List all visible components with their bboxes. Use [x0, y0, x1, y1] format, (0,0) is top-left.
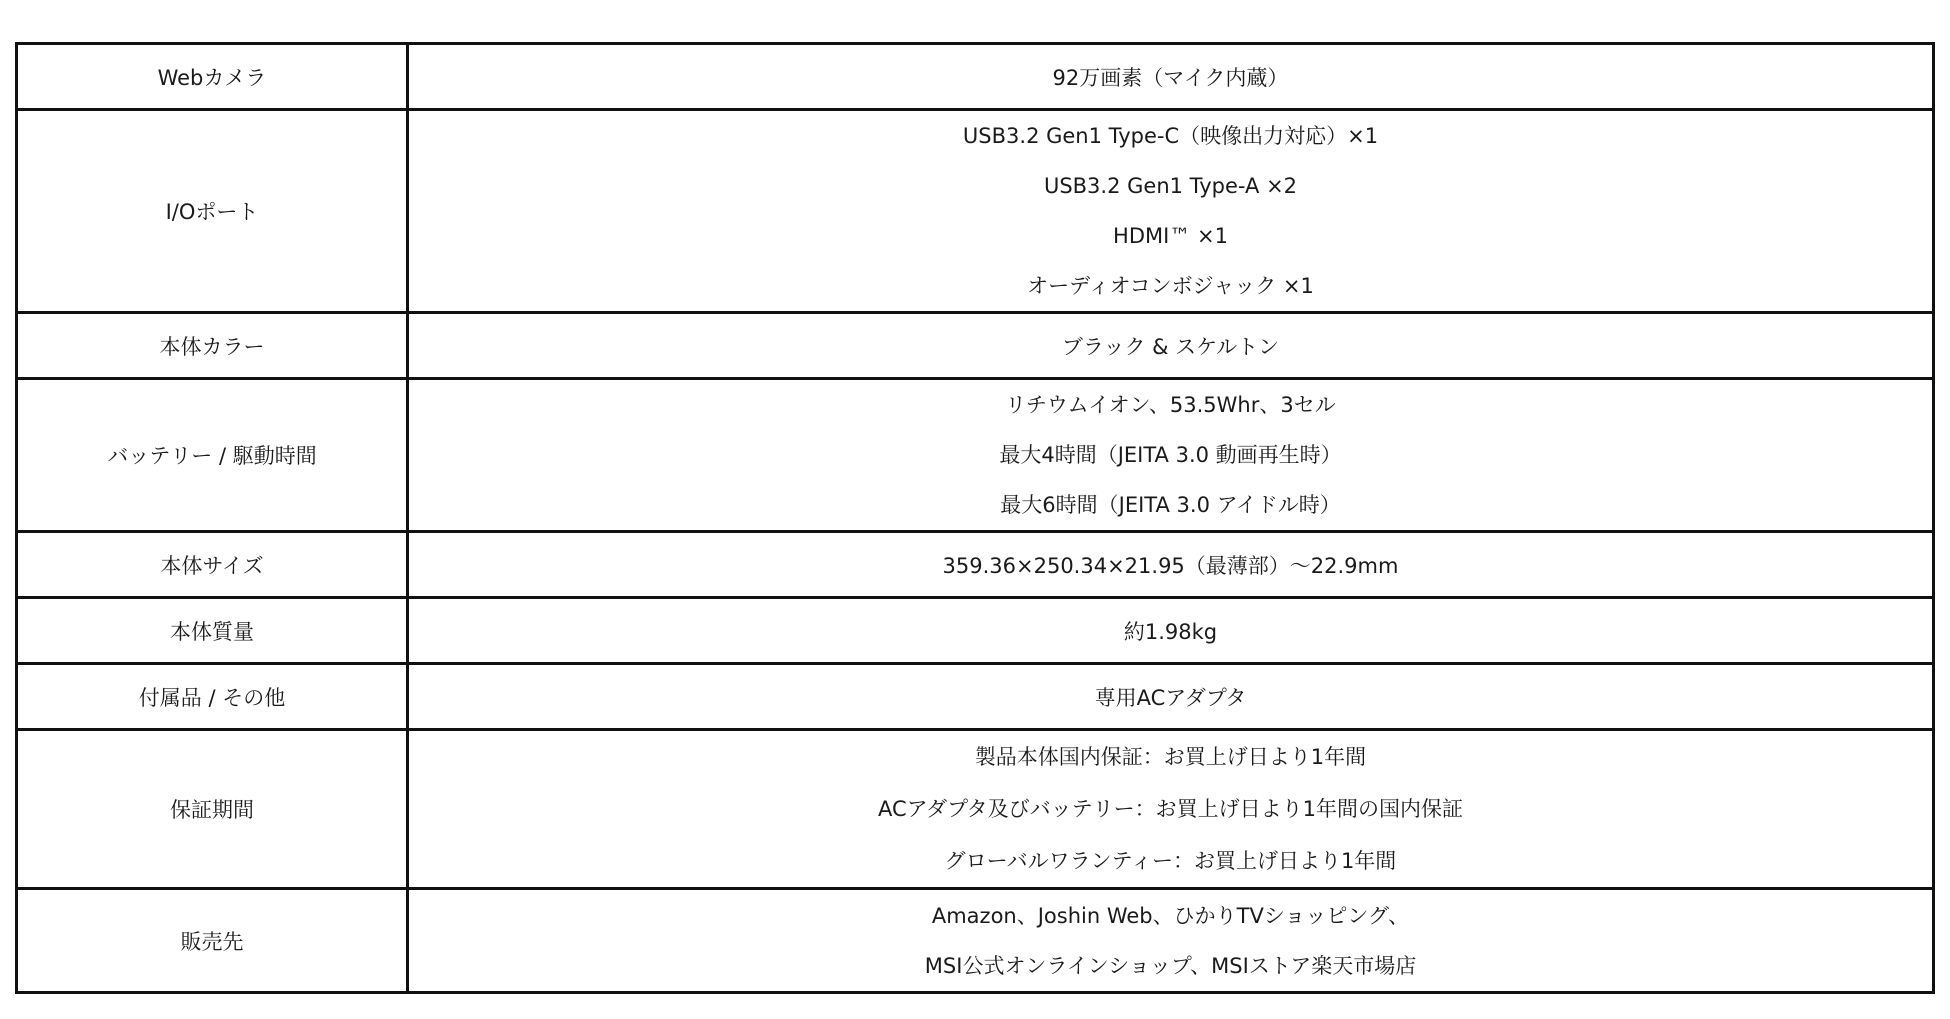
row-value	[408, 44, 1934, 110]
table-row-size	[17, 532, 1934, 598]
value-line: ACアダプタ及びバッテリー：お買上げ日より1年間の国内保証	[877, 797, 1464, 821]
value-line: USB3.2 Gen1 Type-C（映像出力対応）×1	[962, 124, 1379, 148]
row-value	[408, 379, 1934, 532]
row-label: I/Oポート	[17, 110, 408, 313]
row-label: 販売先	[17, 889, 408, 993]
row-value	[408, 598, 1934, 664]
row-value	[408, 730, 1934, 889]
table-row-warranty	[17, 730, 1934, 889]
row-label: 本体カラー	[17, 313, 408, 379]
spec-table	[15, 42, 1935, 994]
table-row-retailers	[17, 889, 1934, 993]
value-line: MSI公式オンラインショップ、MSIストア楽天市場店	[924, 953, 1417, 978]
row-label: Webカメラ	[17, 44, 408, 110]
value-line: 359.36×250.34×21.95（最薄部）～22.9mm	[942, 553, 1399, 578]
row-value	[408, 532, 1934, 598]
value-line: 92万画素（マイク内蔵）	[1052, 65, 1289, 90]
row-value	[408, 110, 1934, 313]
value-line: 専用ACアダプタ	[1094, 685, 1247, 710]
value-line: オーディオコンボジャック ×1	[1027, 274, 1314, 298]
value-line: 約1.98kg	[1123, 619, 1218, 644]
row-value	[408, 664, 1934, 730]
row-label: 本体質量	[17, 598, 408, 664]
row-value	[408, 889, 1934, 993]
value-line: 最大4時間（JEITA 3.0 動画再生時）	[999, 443, 1342, 467]
table-row-battery	[17, 379, 1934, 532]
value-line: 最大6時間（JEITA 3.0 アイドル時）	[1000, 493, 1341, 517]
row-label: 付属品 / その他	[17, 664, 408, 730]
row-label: 本体サイズ	[17, 532, 408, 598]
table-row-accessories	[17, 664, 1934, 730]
table-row-weight	[17, 598, 1934, 664]
value-line: HDMI™ ×1	[1113, 224, 1228, 248]
value-line: USB3.2 Gen1 Type-A ×2	[1043, 174, 1298, 198]
table-row-color	[17, 313, 1934, 379]
value-line: リチウムイオン、53.5Whr、3セル	[1005, 393, 1336, 417]
row-value	[408, 313, 1934, 379]
row-label: バッテリー / 駆動時間	[17, 379, 408, 532]
value-line: Amazon、Joshin Web、ひかりTVショッピング、	[931, 903, 1410, 928]
table-row-io-ports	[17, 110, 1934, 313]
table-row-webcam	[17, 44, 1934, 110]
value-line: 製品本体国内保証：お買上げ日より1年間	[974, 745, 1367, 769]
value-line: グローバルワランティー：お買上げ日より1年間	[944, 849, 1397, 873]
row-label: 保証期間	[17, 730, 408, 889]
value-line: ブラック & スケルトン	[1061, 334, 1280, 359]
